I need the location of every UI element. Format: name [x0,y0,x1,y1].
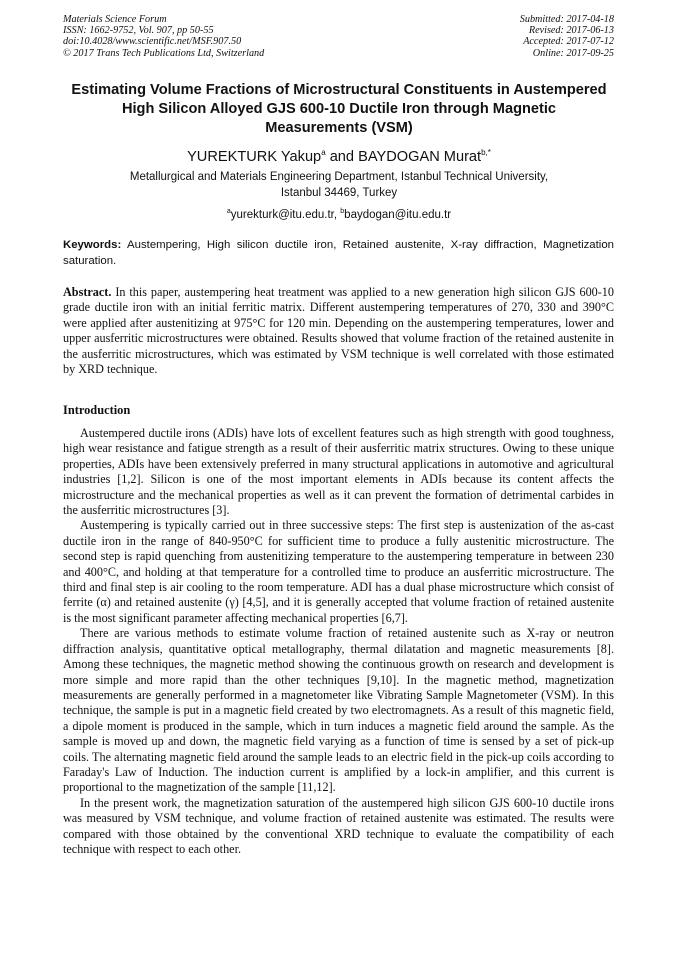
abstract [63,285,614,377]
affiliation-line-2: Istanbul 34469, Turkey [280,187,398,199]
author-emails [60,205,618,222]
email-b-mark: b [340,208,345,215]
online-date: Online: 2017-09-25 [532,47,614,59]
author-line [60,144,618,166]
intro-paragraph: Austempering is typically carried out in three successive steps: The first step is austenization of the as-cast ductile iron in the range of 840-950°C for sufficient time to produce a fully austenitic microstructure. The second step is rapid quenching from austenitizing temperature to the austempering temperature in between 230 and 400°C, and holding at that temperature for a controlled time to produce an ausferritic microstructure. The third and final step is air cooling to the room temperature. ADI has a dual phase microstructure which consist of ferrite (α) and retained austenite (γ) [4,5], and it is generally accepted that volume fraction of retained austenite is the most significant parameter affecting mechanical properties [6,7]. [63,518,614,625]
journal-name: Materials Science Forum [63,14,167,25]
author-2: BAYDOGAN Murat [358,148,482,165]
author-1-affil-mark: a [321,148,326,157]
section-heading-introduction: Introduction [63,403,131,417]
author-2-affil-mark: b,* [481,148,491,157]
accepted-date: Accepted: 2017-07-12 [523,36,614,48]
author-1: YUREKTURK Yakup [187,148,322,165]
doi-line: doi:10.4028/www.scientific.net/MSF.907.50 [63,36,242,48]
journal-info [63,14,264,59]
intro-paragraph: In the present work, the magnetization saturation of the austempered high silicon GJS 600-10 ductile irons was measured by VSM technique, and volume fraction of retained austenite was estimated. The results were compared with those obtained by the conventional XRD technique to evaluate the compatibility of each technique with respect to each other. [63,795,614,856]
abstract-label: Abstract. [63,285,112,299]
author-conjunction: and [325,148,359,165]
affiliation-line-1: Metallurgical and Materials Engineering Department, Istanbul Technical University, [129,171,549,183]
publication-dates [520,14,614,59]
email-a: yurekturk@itu.edu.tr, [230,208,341,221]
keywords-text: Austempering, High silicon ductile iron, Retained austenite, X-ray diffraction, Magnetization saturation. [63,239,614,267]
issn-line: ISSN: 1662-9752, Vol. 907, pp 50-55 [63,25,214,37]
submitted-date: Submitted: 2017-04-18 [519,14,614,25]
email-b: baydogan@itu.edu.tr [344,208,452,221]
paper-title: Estimating Volume Fractions of Microstructural Constituents in Austempered High Silicon Alloyed GJS 600-10 Ductile Iron through Magnetic Measurements (VSM) [71,82,607,136]
keywords-label: Keywords: [63,239,122,251]
revised-date: Revised: 2017-06-13 [528,25,614,37]
affiliation [90,169,588,201]
email-a-mark: a [226,208,231,215]
abstract-text: In this paper, austempering heat treatment was applied to a new generation high silicon GJS 600-10 grade ductile iron with an initial ferritic matrix. Different austempering temperatures of 270, 330 and 390°C were applied after austenitizing at 975°C for 120 min. Depending on the austempering temperatures, lower and upper ausferritic microstructures were obtained. Results showed that volume fraction of the retained austenite in the ausferritic microstructures, which was estimated by VSM technique is well correlated with those estimated by XRD technique. [63,285,614,377]
intro-paragraph: There are various methods to estimate volume fraction of retained austenite such as X-ray or neutron diffraction analysis, quantitative optical metallography, thermal dilatation and magnetic measurements [8]. Among these techniques, the magnetic method showing the continuous growth on research and development is more simple and more rapid than the other techniques [9,10]. In the magnetic method, magnetization measurements are generally performed in a magnetometer like Vibrating Sample Magnetometer (VSM). In this technique, the sample is put in a magnetic field created by two electromagnets. As a result of this magnetic field, a dipole moment is produced in the sample, which in turn induces a magnetic field around the sample. As the sample is moved up and down, the magnetic field varying as a function of time is sensed by a set of pick-up coils. The alternating magnetic field around the sample leads to an electric field in the pick-up coils according to Faraday's Law of Induction. The induction current is amplified by a lock-in amplifier, and this current is proportional to the magnetization of the sample [11,12]. [63,626,614,795]
introduction-body [63,426,614,857]
copyright-line: © 2017 Trans Tech Publications Ltd, Switzerland [63,47,265,59]
intro-paragraph: Austempered ductile irons (ADIs) have lots of excellent features such as high strength with good toughness, high wear resistance and fatigue strength as a result of their ausferritic matrix structures. Owing to these unique properties, ADIs have been extensively preferred in many structural applications in automotive and agricultural industries [1,2]. Silicon is one of the most important elements in ADIs because its content affects the microstructure and the mechanical properties as well as it can prevent the formation of detrimental carbides in the ausferritic microstructures [3]. [63,426,614,518]
keywords [63,238,614,269]
